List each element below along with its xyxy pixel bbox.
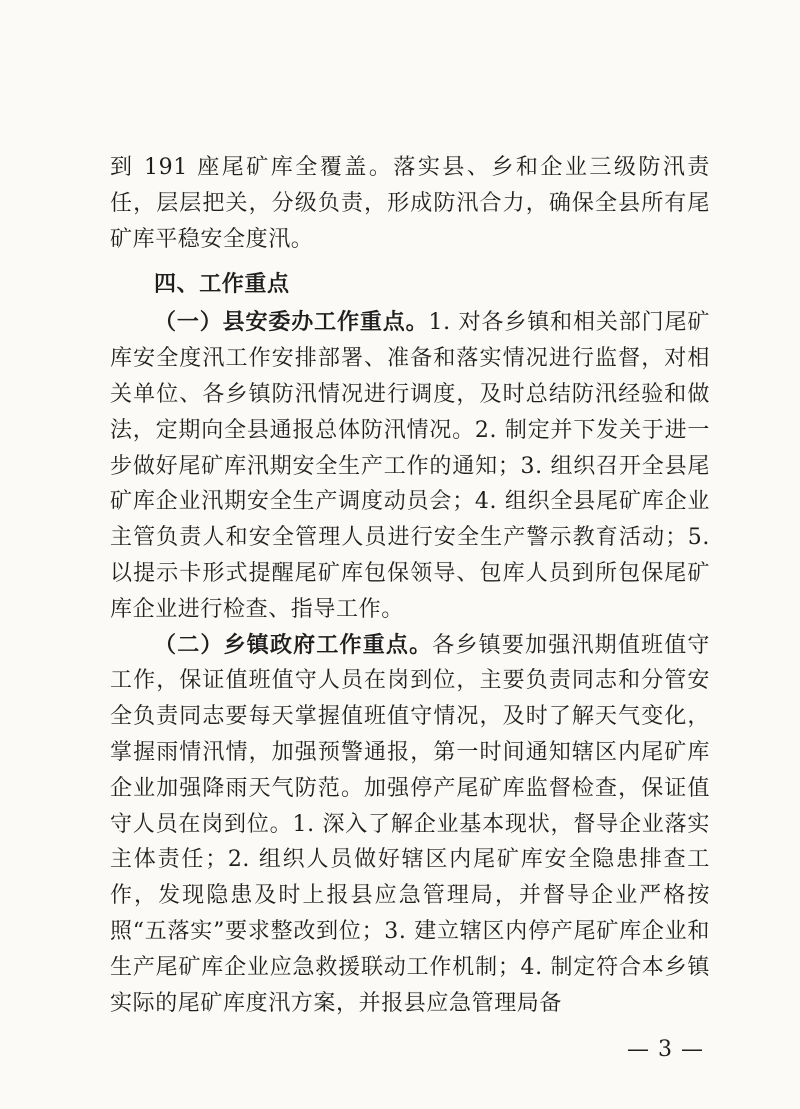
- subsection-1-lead: （一）县安委办工作重点。: [154, 310, 429, 336]
- section-heading: 四、工作重点: [154, 272, 290, 298]
- document-body: [110, 150, 710, 1021]
- subsection-2-paragraph: [110, 628, 710, 1022]
- subsection-2-text: 各乡镇要加强汛期值班值守工作，保证值班值守人员在岗到位，主要负责同志和分管安全负责同志要每天掌握值班值守情况，及时了解天气变化，掌握雨情汛情，加强预警通报，第一时间通知辖区内尾矿库企业加强降雨天气防范。加强停产尾矿库监督检查，保证值守人员在岗到位。1. 深入了解企业基本现状，督导企业落实主体责任；2. 组织人员做好辖区内尾矿库安全隐患排查工作，发现隐患及时上报县应急管理局，并督导企业严格按照“五落实”要求整改到位；3. 建立辖区内停产尾矿库企业和生产尾矿库企业应急救援联动工作机制；4. 制定符合本乡镇实际的尾矿库度汛方案，并报县应急管理局备: [110, 632, 710, 1016]
- page-number: — 3 —: [627, 1037, 704, 1062]
- intro-paragraph: 到 191 座尾矿库全覆盖。落实县、乡和企业三级防汛责任，层层把关，分级负责，形成防汛合力，确保全县所有尾矿库平稳安全度汛。: [110, 155, 710, 252]
- subsection-1-paragraph: [110, 305, 710, 627]
- subsection-2-lead: （二）乡镇政府工作重点。: [154, 632, 433, 658]
- subsection-1-text: 1. 对各乡镇和相关部门尾矿库安全度汛工作安排部署、准备和落实情况进行监督，对相关单位、各乡镇防汛情况进行调度，及时总结防汛经验和做法，定期向全县通报总体防汛情况。2. 制定并下发关于进一步做好尾矿库汛期安全生产工作的通知；3. 组织召开全县尾矿库企业汛期安全生产调度动员会；4. 组织全县尾矿库企业主管负责人和安全管理人员进行安全生产警示教育活动；5. 以提示卡形式提醒尾矿库包保领导、包库人员到所包保尾矿库企业进行检查、指导工作。: [110, 310, 710, 622]
